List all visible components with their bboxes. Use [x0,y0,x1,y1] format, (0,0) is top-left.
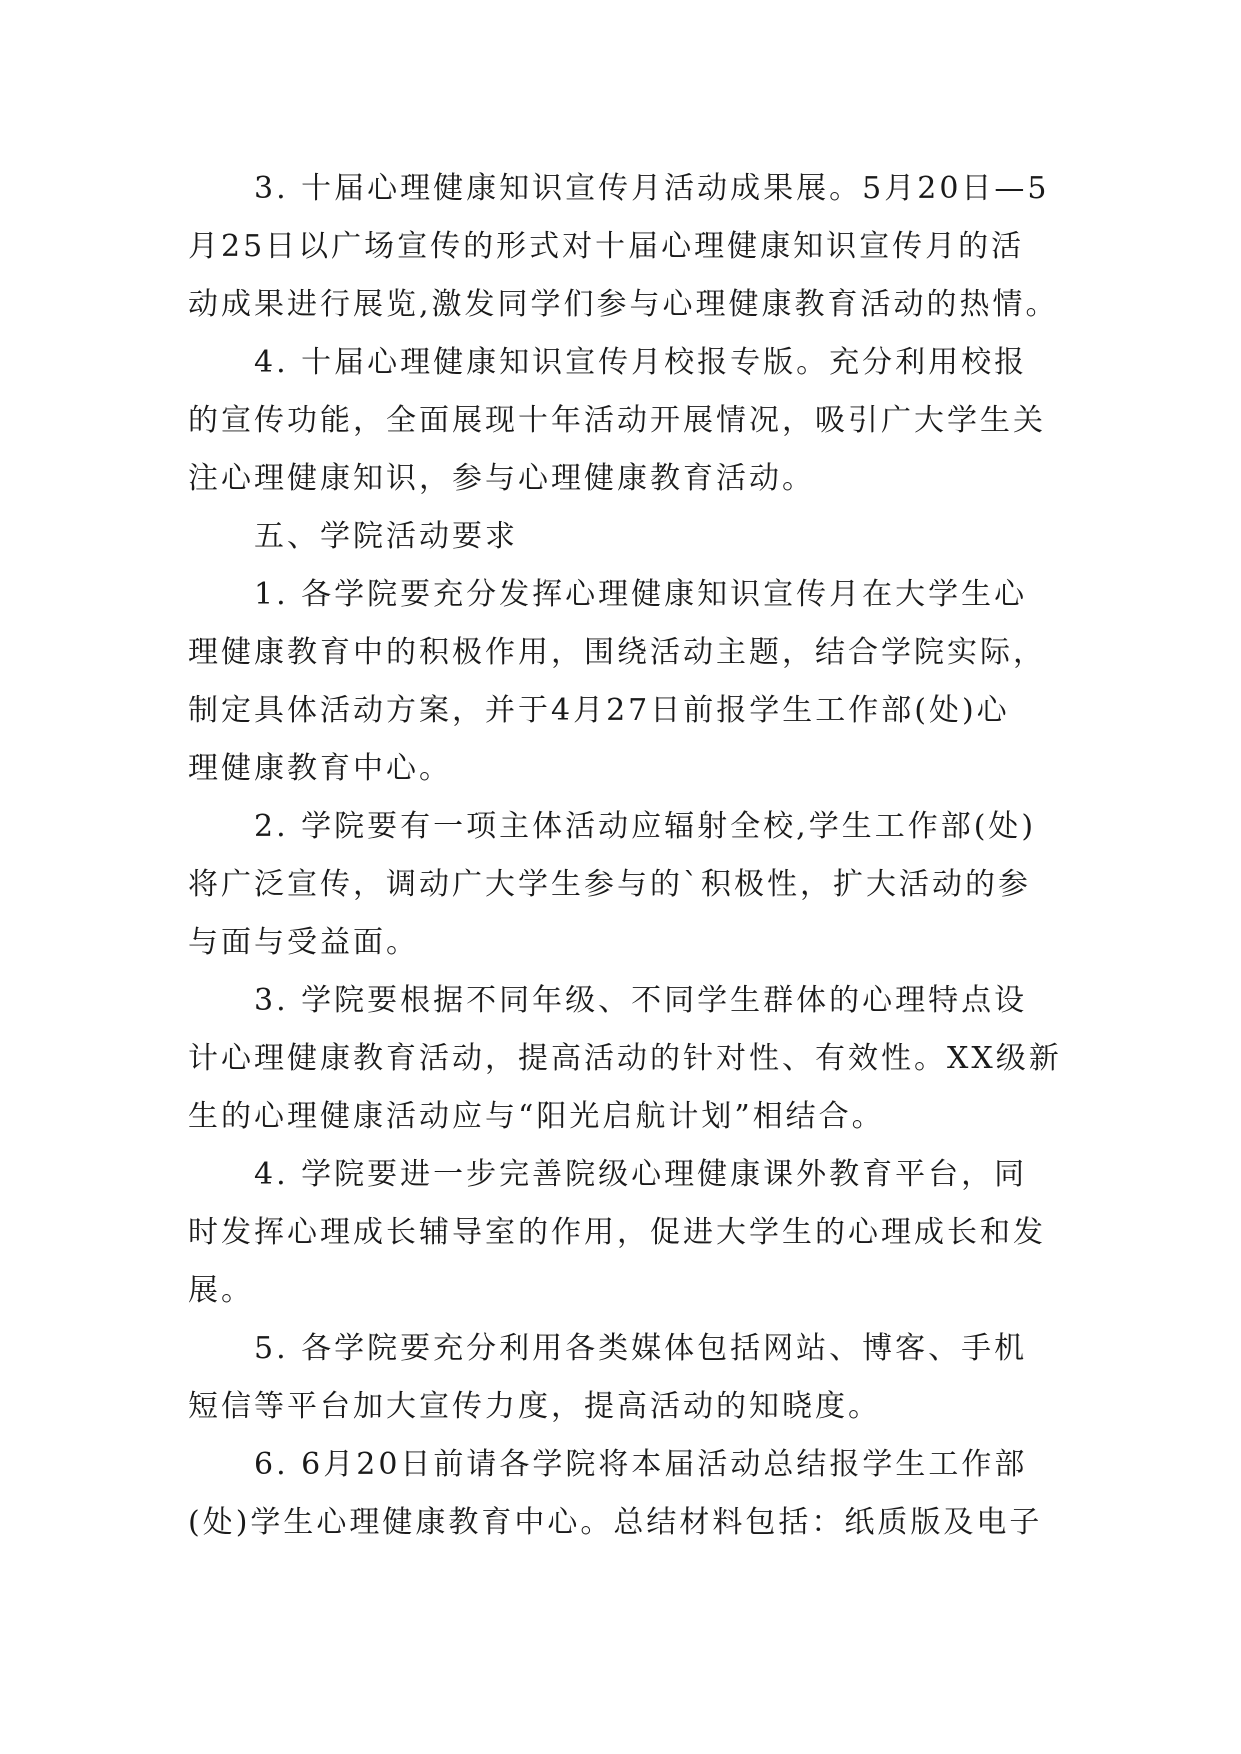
paragraph-line: 注心理健康知识，参与心理健康教育活动。 [188,461,815,496]
paragraph-line: 的宣传功能，全面展现十年活动开展情况，吸引广大学生关 [188,403,1046,438]
paragraph-line: 计心理健康教育活动，提高活动的针对性、有效性。XX级新 [188,1041,1062,1076]
paragraph-line: 展。 [188,1273,254,1308]
section-heading: 五、学院活动要求 [254,519,518,554]
paragraph-line: 6. 6月20日前请各学院将本届活动总结报学生工作部 [254,1447,1028,1482]
paragraph-line: 动成果进行展览,激发同学们参与心理健康教育活动的热情。 [188,287,1059,322]
paragraph-line: 将广泛宣传，调动广大学生参与的`积极性，扩大活动的参 [188,867,1031,902]
paragraph-line: 3. 学院要根据不同年级、不同学生群体的心理特点设 [254,983,1028,1018]
paragraph-line: 1. 各学院要充分发挥心理健康知识宣传月在大学生心 [254,577,1028,612]
paragraph-line: 生的心理健康活动应与“阳光启航计划”相结合。 [188,1099,885,1134]
paragraph-line: 制定具体活动方案，并于4月27日前报学生工作部(处)心 [188,693,1010,728]
document-body [188,160,1062,1552]
paragraph-line: 4. 十届心理健康知识宣传月校报专版。充分利用校报 [254,345,1028,380]
paragraph-line: 4. 学院要进一步完善院级心理健康课外教育平台，同 [254,1157,1028,1192]
paragraph-line: 2. 学院要有一项主体活动应辐射全校,学生工作部(处) [254,809,1037,844]
paragraph-line: 时发挥心理成长辅导室的作用，促进大学生的心理成长和发 [188,1215,1046,1250]
paragraph-line: 3. 十届心理健康知识宣传月活动成果展。5月20日—5 [254,171,1050,206]
paragraph-line: 短信等平台加大宣传力度，提高活动的知晓度。 [188,1389,881,1424]
paragraph-line: (处)学生心理健康教育中心。总结材料包括：纸质版及电子 [188,1505,1043,1540]
paragraph-line: 5. 各学院要充分利用各类媒体包括网站、博客、手机 [254,1331,1028,1366]
paragraph-line: 月25日以广场宣传的形式对十届心理健康知识宣传月的活 [188,229,1025,264]
paragraph-line: 理健康教育中心。 [188,751,452,786]
paragraph-line: 与面与受益面。 [188,925,419,960]
paragraph-line: 理健康教育中的积极作用，围绕活动主题，结合学院实际， [188,635,1046,670]
